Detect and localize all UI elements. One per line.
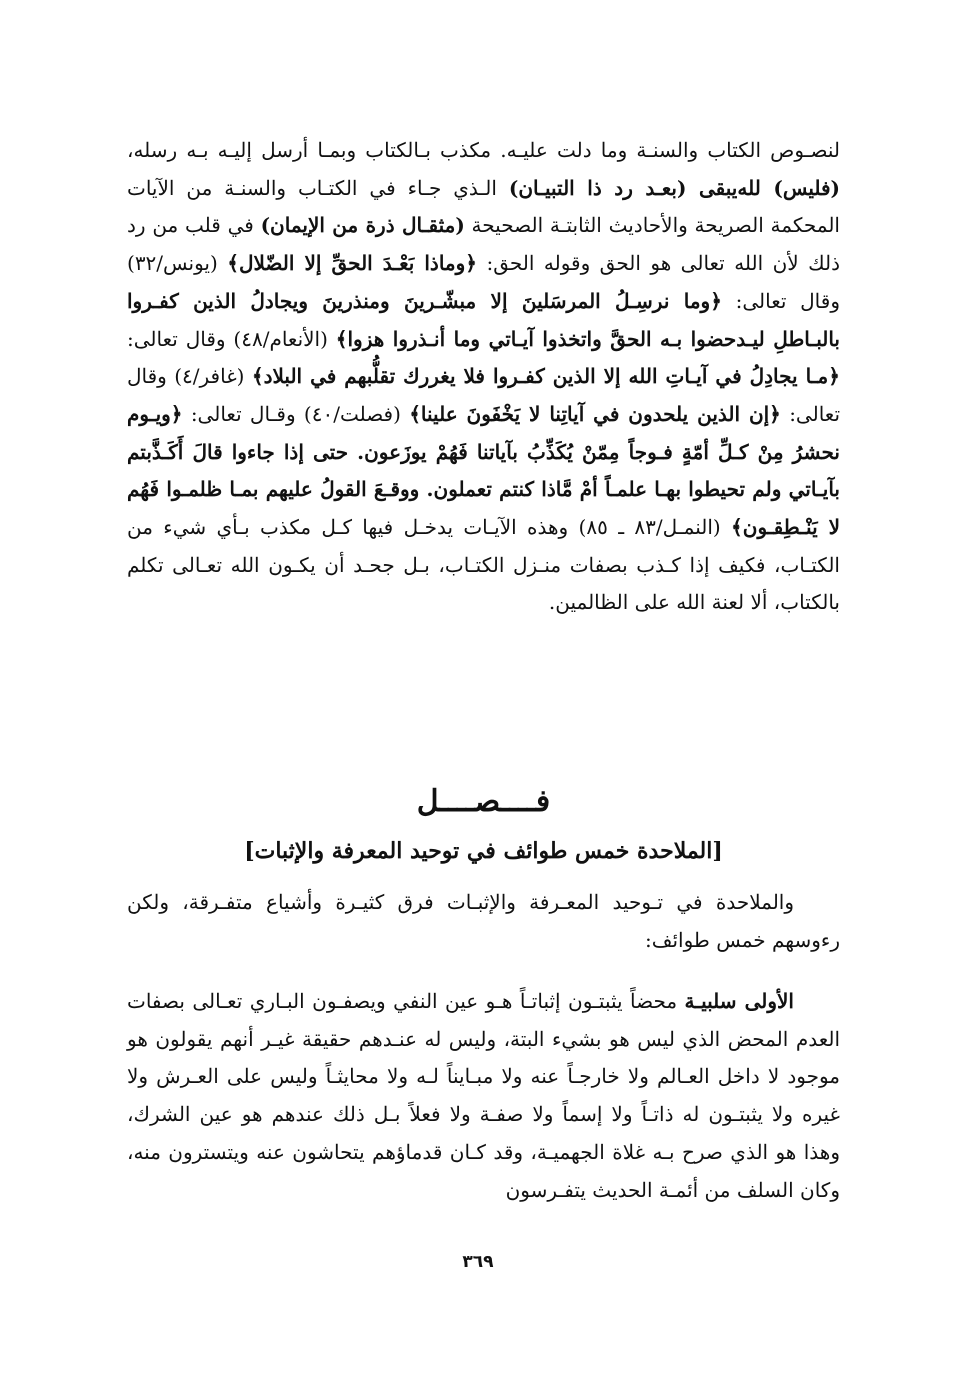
bold-phrase: (مثقـال ذرة من الإيمان)	[260, 213, 465, 238]
quran-verse: ﴿مـا يجادِلُ في آيـاتِ الله إلا الذين كفـروا فلا يغررك تقلُّبهم في البلاد﴾	[251, 364, 840, 389]
text-run: الـذي جـاء في الكتـاب والسنـة من الآيات المحكمة الصريحة والأحاديث الثابتـة الصحيحة	[127, 175, 840, 238]
intro-paragraph	[127, 884, 840, 959]
verse-citation: (غافر/٤) وقال تعالى:	[127, 364, 841, 426]
paragraph-text	[127, 983, 840, 1209]
quran-verse: ﴿وماذا بَعْـدَ الحقِّ إلا الضّلال﴾	[227, 251, 478, 276]
paragraph-text: والملاحدة في تـوحيد المعـرفة والإثبـات فرق كثيـرة وأشياع متفـرقة، ولكن رءوسهم خمس طوائف:	[127, 890, 840, 952]
verse-citation: (فصلت/٤٠) وقـال تعالى:	[182, 401, 410, 426]
first-group-paragraph	[127, 983, 840, 1209]
verse-citation: (يونس/٣٢) وقال تعالى:	[127, 251, 840, 313]
text-run: محضاً يثبتـون إثباتـاً هـو عين النفي ويصفـون البـاري تعـالى بصفات العدم المحض الذي ليس هو بشيء البتة، وليس له عنـدهم حقيقة غيـر أنهم يقولون هو موجود لا داخل العـالم ولا خارجـاً عنه ولا مبـايناً لـه ولا محايثـاً وليس على العـرش ولا غيره ولا يثبتـون له ذاتـاً ولا إسماً ولا صفـة ولا فعلاً بـل ذلك عندهم هو عين الشرك، وهذا هو الذي صرح بـه غلاة الجهميـة، وقد كـان قدماؤهم يتحاشون عنه ويتسترون منه، وكان السلف من أئمـة الحديث يتفـرسون	[127, 989, 840, 1202]
page-number: ٣٦٩	[462, 1252, 494, 1272]
top-paragraph	[127, 132, 840, 622]
quran-verse: ﴿إن الذين يلحدون في آياتِنا لا يَخْفَونَ علينا﴾	[409, 401, 781, 426]
bold-phrase: (فليس) لله‌يبقى (بعـد رد ذا التبيـان)	[508, 175, 840, 200]
text-run: في قلب من رد ذلك لأن الله تعالى هو الحق وقوله الحق:	[127, 213, 841, 276]
paragraph-text	[127, 132, 840, 622]
lead-phrase: الأولى سلبيـة	[684, 989, 794, 1013]
verse-citation: (الأنعام/٤٨) وقال تعالى:	[127, 326, 336, 351]
text-run: لنصـوص الكتاب والسنـة وما دلت عليـه. مكذب بـالكتاب وبمـا أرسل إليـه بـه رسله،	[127, 138, 840, 162]
quran-verse: ﴿ويـوم نحشرُ مِنْ كـلِّ أمّةٍ فـوجاً مِمّنْ يُكَذِّبُ بآياتنا فَهُمْ يوزَعون. حتى إذا جاءوا قالَ أَكَـذَّبتم بآيـاتي ولم تحيطوا بهـا علمـاً أمْ مَّاذا كنتم تعملون. ووقـعَ القولُ عليهم بمـا ظلمـوا فَهُم لا يَنْـطِقـون﴾	[127, 401, 840, 540]
quran-verse: ﴿وما نرسِـلُ المرسَلينَ إلا مبشّـرينَ ومنذرينَ ويجادلُ الذين كفـروا بالبـاطلِ ليـدحضوا بـه الحقَّ واتخذوا آيـاتي وما أنـذروا هزوا﴾	[127, 288, 840, 351]
section-subtitle: [الملاحدة خمس طوائف في توحيد المعرفة والإثبات]	[244, 838, 723, 864]
text-run: (النمـل/٨٣ ـ ٨٥) وهذه الآيـات يدخـل فيها كـل مكذب بـأي شيء من الكتـاب، فكيف إذا كـذب بصفات منـزل الكتـاب، بـل جحـد أن يكـون الله تعـالى تكلم بالكتاب، ألا لعنة الله على الظالمين.	[127, 515, 840, 615]
section-heading: فــــصــــل	[416, 784, 551, 819]
